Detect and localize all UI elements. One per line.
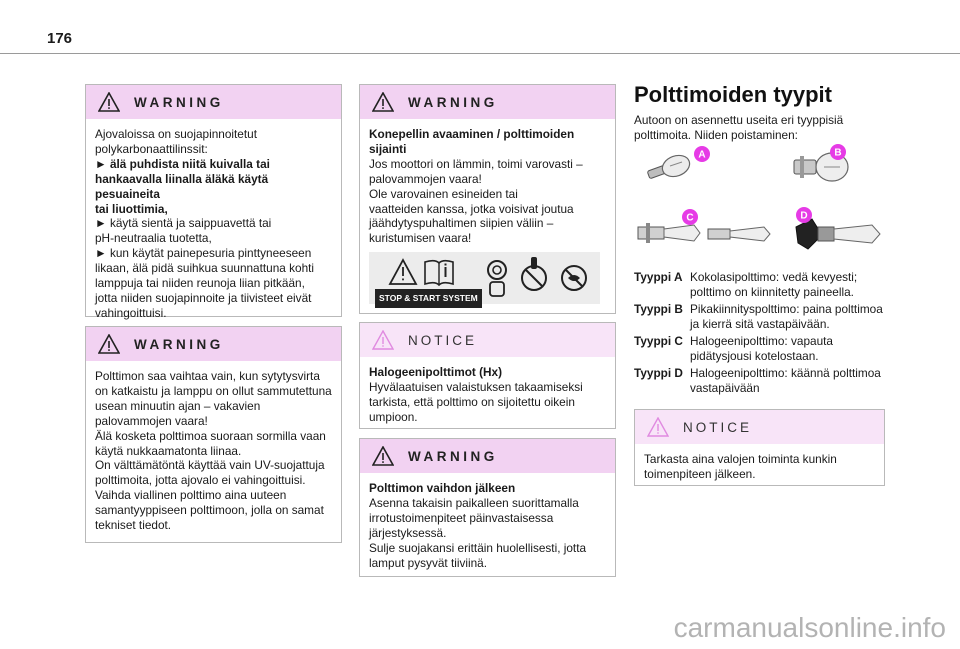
- bulb-a-badge: A: [698, 149, 706, 161]
- text-line: palovammojen vaara!: [369, 171, 482, 186]
- stop-start-label: STOP & START SYSTEM: [375, 289, 482, 308]
- warning-body: [86, 361, 341, 542]
- text-line: ► kun käytät painepesuria pinttyneeseen: [95, 246, 312, 261]
- bulb-a-illustration: [642, 142, 712, 192]
- notice-header: [360, 323, 615, 357]
- warning-title: WARNING: [408, 94, 498, 110]
- type-label: Tyyppi C: [634, 334, 683, 348]
- text-line: sijainti: [369, 141, 407, 156]
- fan-belt-pictogram: [488, 261, 506, 296]
- type-row-c: [634, 334, 914, 364]
- text-line: Hyvälaatuisen valaistuksen takaamiseksi: [369, 379, 583, 394]
- warning-icon: [98, 334, 120, 354]
- warning-body: [360, 473, 615, 579]
- safety-icon-strip: [369, 252, 600, 304]
- warning-header: [360, 439, 615, 473]
- text-line: likaan, älä pidä suihkua suunnattuna kohti: [95, 261, 315, 276]
- bulb-d-illustration: [790, 205, 890, 261]
- bulb-type-list: [634, 270, 914, 398]
- notice-title: NOTICE: [683, 419, 753, 435]
- text-line: ► käytä sientä ja saippuavettä tai: [95, 216, 272, 231]
- text-line: Ajovaloissa on suojapinnoitetut: [95, 127, 257, 141]
- text-line: On välttämätöntä käyttää vain UV-suojattuja: [95, 458, 325, 473]
- text-line: Halogeenipolttimot (Hx): [369, 365, 503, 379]
- type-label: Tyyppi D: [634, 366, 683, 380]
- type-row-d: [634, 366, 914, 396]
- type-description: Pikakiinnityspolttimo: paina polttimoa ja kierrä sitä vastapäivään.: [690, 302, 883, 331]
- text-line: tai liuottimia,: [95, 201, 168, 216]
- bulb-d-badge: D: [800, 210, 808, 222]
- warning-box-bonnet: [359, 84, 616, 314]
- text-line: polykarbonaattilinssit:: [95, 141, 208, 156]
- type-row-b: [634, 302, 914, 332]
- text-line: irrotustoimenpiteet päinvastaisessa: [369, 510, 554, 525]
- text-line: Polttimon saa vaihtaa vain, kun sytytysvirta: [95, 369, 320, 383]
- text-line: umpioon.: [369, 409, 418, 424]
- type-label: Tyyppi A: [634, 270, 683, 284]
- bulb-b-illustration: [790, 142, 860, 192]
- text-line: Sulje suojakansi erittäin huolellisesti, jotta: [369, 540, 587, 555]
- text-line: on katkaistu ja lamppu on ollut sammutettuna: [95, 383, 332, 398]
- text-line: toimenpiteen jälkeen.: [644, 466, 756, 481]
- text-line: jäähdytyspuhaltimen siipien väliin –: [369, 216, 554, 231]
- text-line: pH-neutraalia tuotetta,: [95, 231, 212, 246]
- text-line: hankaavalla liinalla äläkä käytä pesuaineita: [95, 171, 269, 201]
- notice-body: [360, 357, 615, 434]
- warning-header: [360, 85, 615, 119]
- warning-box-after-replacement: [359, 438, 616, 577]
- text-line: samantyyppiseen polttimoon, jolla on samat: [95, 503, 324, 518]
- text-line: Ole varovainen esineiden tai: [369, 186, 518, 201]
- warning-icon: [372, 92, 394, 112]
- page-number: 176: [47, 30, 73, 47]
- text-line: järjestyksessä.: [369, 525, 447, 540]
- text-line: lamppuja tai niiden reunoja liian pitkään,: [95, 276, 305, 291]
- type-description: Kokolasipolttimo: vedä kevyesti; polttimo on kiinnitetty paineella.: [690, 270, 858, 299]
- notice-header: [635, 410, 884, 444]
- warning-header: [86, 327, 341, 361]
- type-description: Halogeenipolttimo: käännä polttimoa vastapäivään: [690, 366, 881, 395]
- text-line: Älä kosketa polttimoa suoraan sormilla vaan: [95, 428, 326, 443]
- bulb-c-badge: C: [686, 212, 694, 224]
- notice-icon: [647, 417, 669, 437]
- notice-box-check-lights: [634, 409, 885, 486]
- text-line: Autoon on asennettu useita eri tyyppisiä: [634, 113, 844, 127]
- warning-title: WARNING: [408, 448, 498, 464]
- bulb-c-illustration: [634, 205, 774, 261]
- no-hands-pictogram: [522, 257, 546, 290]
- text-line: tarkista, että polttimo on sijoitettu oikein: [369, 394, 575, 409]
- warning-title: WARNING: [134, 336, 224, 352]
- caution-pictogram: [390, 260, 416, 284]
- text-line: käytä nukkaamatonta liinaa.: [95, 443, 242, 458]
- text-line: usean minuutin ajan – vakavien: [95, 398, 261, 413]
- bulb-b-badge: B: [834, 147, 842, 159]
- text-line: Konepellin avaaminen / polttimoiden: [369, 127, 575, 141]
- top-divider: [0, 53, 960, 54]
- text-line: Jos moottori on lämmin, toimi varovasti –: [369, 156, 583, 171]
- type-row-a: [634, 270, 914, 300]
- notice-box-halogen: [359, 322, 616, 429]
- warning-body: [86, 119, 341, 330]
- text-line: Tarkasta aina valojen toiminta kunkin: [644, 452, 837, 466]
- warning-icon: [372, 446, 394, 466]
- notice-icon: [372, 330, 394, 350]
- type-description: Halogeenipolttimo: vapauta pidätysjousi kotelostaan.: [690, 334, 833, 363]
- text-line: Polttimon vaihdon jälkeen: [369, 481, 516, 495]
- text-line: palovammojen vaara!: [95, 413, 208, 428]
- text-line: ► älä puhdista niitä kuivalla tai: [95, 156, 270, 171]
- text-line: lamput pysyvät tiiviinä.: [369, 555, 488, 570]
- text-line: jotta niiden suojapinnoite ja tiivisteet eivät: [95, 290, 312, 305]
- manual-pictogram: [425, 261, 453, 285]
- warning-title: WARNING: [134, 94, 224, 110]
- text-line: Vaihda viallinen polttimo aina uuteen: [95, 488, 287, 503]
- text-line: kuristumisen vaara!: [369, 231, 472, 246]
- text-line: vahingoittuisi.: [95, 305, 167, 320]
- watermark: carmanualsonline.info: [673, 612, 946, 643]
- text-line: Asenna takaisin paikalleen suorittamalla: [369, 495, 579, 510]
- warning-body: [360, 119, 615, 313]
- type-label: Tyyppi B: [634, 302, 683, 316]
- text-line: polttimoita. Niiden poistaminen:: [634, 128, 798, 142]
- warning-icon: [98, 92, 120, 112]
- notice-title: NOTICE: [408, 332, 478, 348]
- text-line: tekniset tiedot.: [95, 518, 172, 533]
- section-title: Polttimoiden tyypit: [634, 82, 832, 107]
- warning-box-lenses: [85, 84, 342, 320]
- notice-body: [635, 444, 884, 491]
- warning-box-replacement: [85, 326, 342, 543]
- text-line: polttimoita, jotta ajovalo ei vahingoittuisi.: [95, 473, 306, 488]
- warning-header: [86, 85, 341, 119]
- section-intro: [634, 113, 894, 143]
- no-fan-pictogram: [562, 266, 586, 290]
- text-line: vaatteiden kanssa, jotka voisivat joutua: [369, 201, 574, 216]
